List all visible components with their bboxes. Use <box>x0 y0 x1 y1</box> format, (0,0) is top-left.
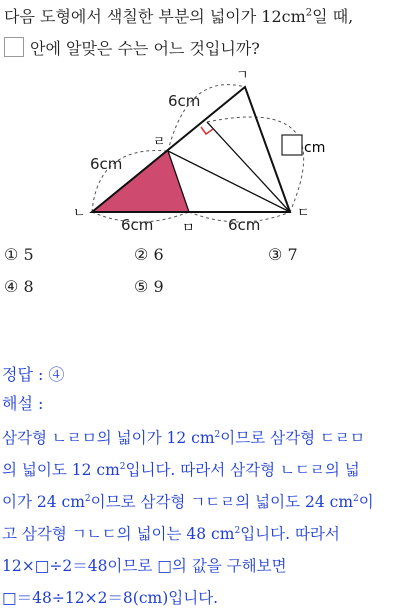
solution-line-4: 고 삼각형 ㄱㄴㄷ의 넓이는 48 $cm^2$입니다. 따라서 <box>2 525 340 543</box>
solution-line-3: 이가 24 $cm^2$이므로 삼각형 ㄱㄷㄹ의 넓이도 24 $cm^2$이 <box>2 493 374 511</box>
figure-box-unit: cm <box>304 140 326 156</box>
triangle-figure <box>0 66 400 246</box>
vertex-label-mieum: ㅁ <box>182 221 195 236</box>
length-label-bottom-left: 6cm <box>121 216 154 234</box>
question-text-suffix: 일 때, <box>312 7 354 26</box>
question-text-line2: 안에 알맞은 수는 어느 것입니까? <box>30 39 260 58</box>
solution-title: 해설 : <box>2 394 44 413</box>
answer-label: 정답 : ④ <box>2 365 65 384</box>
question-line-1 <box>4 4 353 27</box>
option-4[interactable]: ④ 8 <box>4 277 34 296</box>
height-line <box>207 122 290 212</box>
vertex-label-digeut: ㄷ <box>297 206 310 221</box>
question-line-2 <box>4 36 260 59</box>
solution-line-5: 12×□÷2＝48이므로 □의 값을 구해보면 <box>2 557 287 575</box>
option-3[interactable]: ③ 7 <box>268 245 298 264</box>
length-label-left: 6cm <box>90 155 123 173</box>
figure-blank-box <box>282 135 302 155</box>
option-1[interactable]: ① 5 <box>4 245 34 264</box>
question-text-prefix: 다음 도형에서 색칠한 부분의 넓이가 12 <box>4 7 282 26</box>
option-5[interactable]: ⑤ 9 <box>134 277 164 296</box>
vertex-label-rieul: ㄹ <box>153 135 166 150</box>
solution-line-6: □＝48÷12×2＝8(cm)입니다. <box>2 589 219 607</box>
vertex-label-nieun: ㄴ <box>73 206 86 221</box>
right-angle-mark <box>201 127 213 134</box>
length-label-bottom-right: 6cm <box>228 216 261 234</box>
vertex-label-giyeok: ㄱ <box>236 68 249 83</box>
question-unit: $cm^2$ <box>281 7 313 26</box>
solution-line-1: 삼각형 ㄴㄹㅁ의 넓이가 12 $cm^2$이므로 삼각형 ㄷㄹㅁ <box>2 429 365 447</box>
length-label-top: 6cm <box>168 92 201 110</box>
option-2[interactable]: ② 6 <box>134 245 164 264</box>
solution-line-2: 의 넓이도 12 $cm^2$입니다. 따라서 삼각형 ㄴㄷㄹ의 넓 <box>2 461 360 479</box>
blank-box <box>4 37 24 57</box>
arc-right <box>207 117 304 212</box>
